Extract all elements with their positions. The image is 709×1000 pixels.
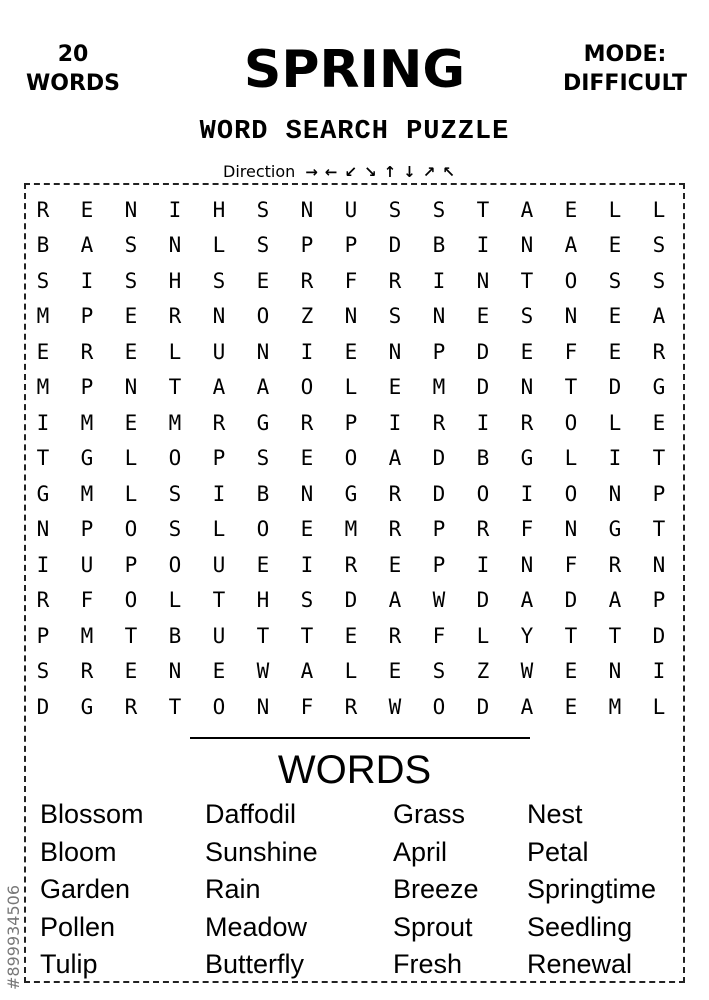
grid-letter: N bbox=[212, 304, 226, 329]
grid-letter: B bbox=[36, 233, 50, 258]
grid-letter: L bbox=[212, 517, 226, 542]
grid-letter: R bbox=[652, 339, 666, 364]
grid-letter: A bbox=[520, 694, 534, 719]
direction-arrow-icon: ↙ bbox=[344, 163, 358, 181]
grid-letter: D bbox=[36, 694, 50, 719]
grid-letter: B bbox=[168, 623, 182, 648]
grid-letter: F bbox=[432, 623, 446, 648]
grid-letter: T bbox=[124, 623, 138, 648]
grid-letter: I bbox=[168, 197, 182, 222]
grid-letter: L bbox=[344, 375, 358, 400]
grid-letter: D bbox=[564, 588, 578, 613]
mode-value: DIFFICULT bbox=[562, 71, 688, 96]
grid-letter: I bbox=[36, 410, 50, 435]
grid-letter: S bbox=[388, 304, 402, 329]
grid-letter: D bbox=[476, 588, 490, 613]
word-item: Meadow bbox=[205, 911, 308, 942]
word-column bbox=[40, 796, 144, 984]
grid-letter: E bbox=[564, 694, 578, 719]
grid-letter: P bbox=[212, 446, 226, 471]
grid-letter: F bbox=[80, 588, 94, 613]
grid-letter: E bbox=[388, 659, 402, 684]
grid-letter: G bbox=[652, 375, 666, 400]
grid-letter: P bbox=[80, 517, 94, 542]
grid-letter: P bbox=[344, 410, 358, 435]
grid-letter: N bbox=[124, 197, 138, 222]
grid-letter: L bbox=[168, 339, 182, 364]
grid-letter: E bbox=[608, 233, 622, 258]
grid-letter: S bbox=[652, 268, 666, 293]
grid-letter: E bbox=[124, 659, 138, 684]
grid-letter: S bbox=[388, 197, 402, 222]
grid-letter: F bbox=[564, 552, 578, 577]
word-item: Renewal bbox=[527, 949, 633, 979]
direction-arrow-icon: ↖ bbox=[442, 163, 455, 181]
grid-letter: E bbox=[344, 339, 358, 364]
grid-letter: R bbox=[300, 410, 314, 435]
grid-letter: Z bbox=[300, 304, 314, 329]
grid-letter: L bbox=[652, 197, 666, 222]
direction-arrow-icon: ↘ bbox=[364, 163, 377, 181]
grid-letter: P bbox=[432, 339, 446, 364]
grid-letter: S bbox=[36, 268, 50, 293]
grid-letter: W bbox=[256, 659, 270, 684]
grid-letter: N bbox=[256, 694, 270, 719]
grid-letter: T bbox=[36, 446, 50, 471]
direction-arrow-icon: → bbox=[305, 163, 318, 181]
word-item: Tulip bbox=[40, 949, 98, 979]
grid-letter: N bbox=[168, 659, 182, 684]
grid-letter: L bbox=[652, 694, 666, 719]
grid-letter: I bbox=[432, 268, 446, 293]
word-column bbox=[205, 796, 318, 984]
grid-letter: L bbox=[124, 446, 138, 471]
grid-letter: O bbox=[344, 446, 358, 471]
grid-letter: O bbox=[300, 375, 314, 400]
grid-letter: N bbox=[256, 339, 270, 364]
grid-letter: H bbox=[168, 268, 182, 293]
grid-letter: S bbox=[168, 481, 182, 506]
grid-letter: E bbox=[388, 375, 402, 400]
grid-letter: A bbox=[388, 446, 402, 471]
grid-letter: R bbox=[80, 339, 94, 364]
grid-letter: S bbox=[124, 268, 138, 293]
grid-letter: O bbox=[564, 410, 578, 435]
grid-letter: T bbox=[564, 623, 578, 648]
divider-line bbox=[190, 737, 530, 739]
puzzle-title: SPRING bbox=[243, 40, 466, 100]
grid-letter: L bbox=[608, 197, 622, 222]
grid-letter: I bbox=[300, 552, 314, 577]
grid-letter: R bbox=[124, 694, 138, 719]
grid-letter: S bbox=[124, 233, 138, 258]
grid-letter: L bbox=[476, 623, 490, 648]
grid-letter: F bbox=[564, 339, 578, 364]
grid-letter: L bbox=[608, 410, 622, 435]
grid-letter: L bbox=[212, 233, 226, 258]
grid-letter: S bbox=[212, 268, 226, 293]
grid-letter: S bbox=[432, 197, 446, 222]
grid-letter: F bbox=[344, 268, 358, 293]
grid-letter: B bbox=[432, 233, 446, 258]
grid-letter: O bbox=[212, 694, 226, 719]
grid-letter: E bbox=[124, 304, 138, 329]
grid-letter: T bbox=[520, 268, 534, 293]
grid-letter: E bbox=[608, 339, 622, 364]
grid-letter: M bbox=[80, 481, 94, 506]
grid-letter: M bbox=[344, 517, 358, 542]
grid-letter: E bbox=[256, 268, 270, 293]
grid-letter: O bbox=[256, 304, 270, 329]
grid-letter: A bbox=[388, 588, 402, 613]
grid-letter: N bbox=[520, 233, 534, 258]
grid-letter: O bbox=[168, 552, 182, 577]
grid-letter: P bbox=[36, 623, 50, 648]
grid-letter: E bbox=[564, 659, 578, 684]
grid-letter: B bbox=[476, 446, 490, 471]
mode-caption: MODE: bbox=[583, 42, 667, 67]
grid-letter: N bbox=[608, 659, 622, 684]
side-id-text: #899934506 bbox=[4, 884, 23, 990]
grid-letter: P bbox=[80, 304, 94, 329]
grid-letter: T bbox=[564, 375, 578, 400]
grid-letter: E bbox=[300, 446, 314, 471]
grid-letter: R bbox=[476, 517, 490, 542]
grid-letter: E bbox=[36, 339, 50, 364]
grid-letter: W bbox=[432, 588, 446, 613]
puzzle-subtitle: WORD SEARCH PUZZLE bbox=[199, 117, 510, 147]
grid-letter: N bbox=[300, 481, 314, 506]
grid-letter: P bbox=[344, 233, 358, 258]
grid-letter: T bbox=[168, 694, 182, 719]
grid-letter: S bbox=[256, 446, 270, 471]
grid-letter: I bbox=[388, 410, 402, 435]
grid-letter: P bbox=[80, 375, 94, 400]
grid-letter: E bbox=[652, 410, 666, 435]
grid-letter: T bbox=[652, 446, 666, 471]
grid-letter: R bbox=[388, 481, 402, 506]
word-item: Daffodil bbox=[205, 799, 297, 829]
grid-letter: E bbox=[344, 623, 358, 648]
grid-letter: N bbox=[36, 517, 50, 542]
grid-letter: G bbox=[80, 694, 94, 719]
grid-letter: R bbox=[344, 694, 358, 719]
grid-letter: I bbox=[476, 233, 490, 258]
word-item: Bloom bbox=[40, 836, 117, 867]
grid-letter: O bbox=[564, 481, 578, 506]
grid-letter: E bbox=[212, 659, 226, 684]
word-item: Butterfly bbox=[205, 949, 305, 979]
grid-letter: F bbox=[300, 694, 314, 719]
grid-letter: I bbox=[476, 552, 490, 577]
grid-letter: M bbox=[168, 410, 182, 435]
grid-letter: F bbox=[520, 517, 534, 542]
words-heading: WORDS bbox=[277, 748, 432, 792]
grid-letter: S bbox=[520, 304, 534, 329]
grid-letter: N bbox=[432, 304, 446, 329]
grid-letter: N bbox=[520, 552, 534, 577]
word-column bbox=[393, 796, 479, 984]
grid-letter: S bbox=[608, 268, 622, 293]
grid-letter: S bbox=[36, 659, 50, 684]
grid-letter: A bbox=[520, 197, 534, 222]
word-column bbox=[527, 796, 656, 984]
grid-letter: R bbox=[300, 268, 314, 293]
grid-letter: I bbox=[300, 339, 314, 364]
grid-letter: P bbox=[124, 552, 138, 577]
grid-letter: E bbox=[256, 552, 270, 577]
grid-letter: E bbox=[388, 552, 402, 577]
grid-letter: R bbox=[608, 552, 622, 577]
grid-letter: A bbox=[564, 233, 578, 258]
grid-letter: H bbox=[212, 197, 226, 222]
grid-letter: P bbox=[652, 588, 666, 613]
grid-letter: A bbox=[80, 233, 94, 258]
direction-arrow-icon: ← bbox=[324, 163, 338, 181]
grid-letter: O bbox=[564, 268, 578, 293]
grid-letter: T bbox=[168, 375, 182, 400]
grid-letter: P bbox=[300, 233, 314, 258]
grid-letter: E bbox=[520, 339, 534, 364]
grid-letter: T bbox=[476, 197, 490, 222]
grid-letter: W bbox=[388, 694, 402, 719]
grid-letter: A bbox=[300, 659, 314, 684]
word-item: Rain bbox=[205, 874, 261, 904]
direction-arrows bbox=[305, 160, 455, 184]
grid-letter: D bbox=[476, 375, 490, 400]
grid-letter: U bbox=[212, 623, 226, 648]
grid-letter: R bbox=[36, 588, 50, 613]
grid-letter: E bbox=[300, 517, 314, 542]
grid-letter: R bbox=[388, 517, 402, 542]
grid-letter: A bbox=[652, 304, 666, 329]
grid-letter: B bbox=[256, 481, 270, 506]
grid-letter: R bbox=[36, 197, 50, 222]
grid-letter: S bbox=[652, 233, 666, 258]
word-item: Blossom bbox=[40, 799, 144, 829]
grid-letter: N bbox=[608, 481, 622, 506]
grid-letter: U bbox=[212, 339, 226, 364]
direction-arrow-icon: ↑ bbox=[383, 163, 397, 181]
grid-letter: S bbox=[256, 233, 270, 258]
direction-label: Direction bbox=[223, 162, 296, 181]
direction-legend bbox=[223, 160, 455, 184]
grid-letter: E bbox=[608, 304, 622, 329]
word-item: Springtime bbox=[527, 874, 657, 904]
grid-letter: Z bbox=[476, 659, 490, 684]
grid-letter: O bbox=[124, 588, 138, 613]
grid-letter: M bbox=[80, 623, 94, 648]
grid-letter: I bbox=[476, 410, 490, 435]
grid-letter: T bbox=[300, 623, 314, 648]
grid-letter: N bbox=[476, 268, 490, 293]
grid-letter: T bbox=[256, 623, 270, 648]
grid-letter: G bbox=[36, 481, 50, 506]
grid-letter: A bbox=[520, 588, 534, 613]
grid-letter: O bbox=[124, 517, 138, 542]
grid-letter: R bbox=[388, 623, 402, 648]
grid-letter: D bbox=[476, 339, 490, 364]
grid-letter: E bbox=[124, 410, 138, 435]
grid-letter: M bbox=[608, 694, 622, 719]
grid-letter: N bbox=[564, 304, 578, 329]
grid-letter: T bbox=[212, 588, 226, 613]
grid-letter: N bbox=[652, 552, 666, 577]
grid-letter: M bbox=[36, 375, 50, 400]
grid-letter: N bbox=[124, 375, 138, 400]
grid-letter: D bbox=[432, 446, 446, 471]
grid-letter: D bbox=[608, 375, 622, 400]
grid-letter: D bbox=[344, 588, 358, 613]
word-item: Breeze bbox=[393, 874, 479, 904]
grid-letter: E bbox=[476, 304, 490, 329]
grid-letter: U bbox=[344, 197, 358, 222]
grid-letter: R bbox=[344, 552, 358, 577]
word-item: Pollen bbox=[40, 911, 116, 942]
grid-letter: I bbox=[608, 446, 622, 471]
grid-letter: P bbox=[432, 552, 446, 577]
grid-letter: N bbox=[520, 375, 534, 400]
grid-letter: G bbox=[80, 446, 94, 471]
grid-letter: L bbox=[168, 588, 182, 613]
grid-letter: A bbox=[256, 375, 270, 400]
grid-letter: R bbox=[80, 659, 94, 684]
grid-letter: R bbox=[388, 268, 402, 293]
word-item: Sprout bbox=[393, 911, 473, 942]
grid-letter: N bbox=[564, 517, 578, 542]
grid-letter: I bbox=[80, 268, 94, 293]
grid-letter: P bbox=[432, 517, 446, 542]
grid-letter: L bbox=[344, 659, 358, 684]
grid-letter: T bbox=[652, 517, 666, 542]
word-item: April bbox=[393, 836, 448, 867]
grid-letter: L bbox=[564, 446, 578, 471]
word-item: Grass bbox=[393, 799, 466, 829]
grid-letter: S bbox=[300, 588, 314, 613]
grid-letter: U bbox=[212, 552, 226, 577]
grid-letter: N bbox=[168, 233, 182, 258]
grid-letter: N bbox=[344, 304, 358, 329]
grid-letter: R bbox=[520, 410, 534, 435]
grid-letter: A bbox=[608, 588, 622, 613]
letter-grid bbox=[21, 192, 681, 725]
grid-letter: I bbox=[36, 552, 50, 577]
grid-letter: G bbox=[344, 481, 358, 506]
grid-letter: O bbox=[256, 517, 270, 542]
direction-arrow-icon: ↗ bbox=[422, 163, 436, 181]
grid-letter: E bbox=[564, 197, 578, 222]
grid-letter: S bbox=[256, 197, 270, 222]
grid-letter: M bbox=[80, 410, 94, 435]
grid-letter: R bbox=[432, 410, 446, 435]
grid-letter: I bbox=[212, 481, 226, 506]
grid-letter: L bbox=[124, 481, 138, 506]
grid-letter: D bbox=[652, 623, 666, 648]
grid-letter: I bbox=[652, 659, 666, 684]
grid-letter: M bbox=[36, 304, 50, 329]
grid-letter: G bbox=[608, 517, 622, 542]
grid-letter: E bbox=[80, 197, 94, 222]
grid-letter: U bbox=[80, 552, 94, 577]
grid-letter: H bbox=[256, 588, 270, 613]
word-list bbox=[0, 796, 709, 986]
grid-letter: O bbox=[476, 481, 490, 506]
grid-letter: E bbox=[124, 339, 138, 364]
grid-letter: D bbox=[476, 694, 490, 719]
grid-letter: T bbox=[608, 623, 622, 648]
grid-letter: W bbox=[520, 659, 534, 684]
grid-letter: G bbox=[520, 446, 534, 471]
grid-letter: R bbox=[212, 410, 226, 435]
word-item: Seedling bbox=[527, 911, 633, 942]
grid-letter: D bbox=[432, 481, 446, 506]
grid-letter: S bbox=[168, 517, 182, 542]
grid-letter: O bbox=[168, 446, 182, 471]
grid-letter: G bbox=[256, 410, 270, 435]
grid-letter: P bbox=[652, 481, 666, 506]
word-item: Fresh bbox=[393, 949, 463, 979]
grid-letter: O bbox=[432, 694, 446, 719]
grid-letter: N bbox=[388, 339, 402, 364]
word-count-unit: WORDS bbox=[25, 71, 120, 96]
word-count-number: 20 bbox=[57, 42, 89, 67]
grid-letter: D bbox=[388, 233, 402, 258]
grid-letter: N bbox=[300, 197, 314, 222]
word-item: Nest bbox=[527, 799, 583, 829]
word-item: Garden bbox=[40, 874, 131, 904]
grid-letter: M bbox=[432, 375, 446, 400]
grid-letter: R bbox=[168, 304, 182, 329]
grid-letter: I bbox=[520, 481, 534, 506]
word-item: Sunshine bbox=[205, 836, 318, 867]
mode-label bbox=[555, 40, 695, 98]
grid-letter: A bbox=[212, 375, 226, 400]
word-item: Petal bbox=[527, 836, 589, 867]
direction-arrow-icon: ↓ bbox=[403, 163, 416, 181]
grid-letter: S bbox=[432, 659, 446, 684]
grid-letter: Y bbox=[520, 623, 534, 648]
